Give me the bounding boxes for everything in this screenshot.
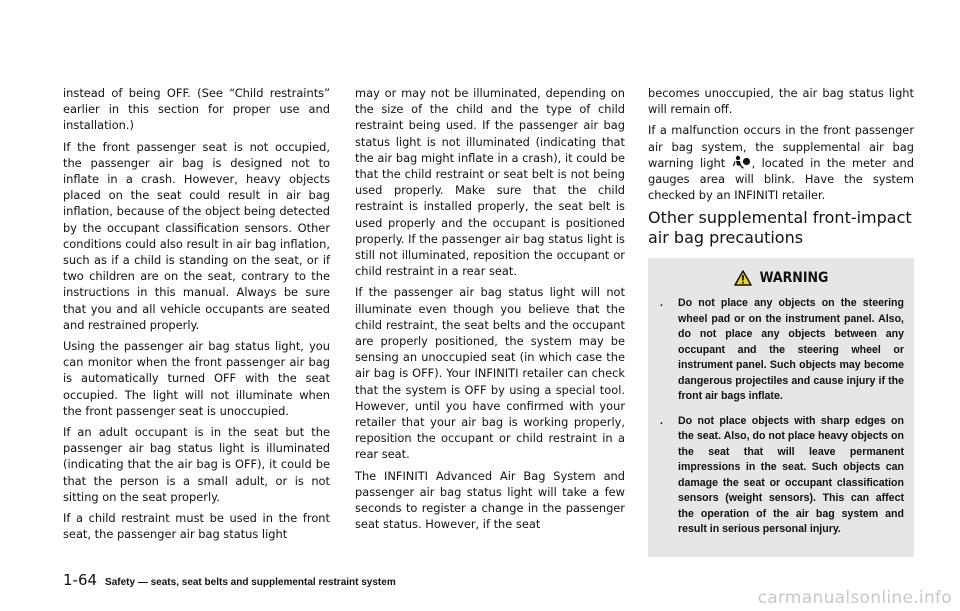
warning-box [648,258,914,557]
watermark: carmanualsonline.info [757,588,952,608]
warning-item-text: Do not place any objects on the steering wheel pad or on the instrument panel. Also, do not place any objects between any occupant and the steering wheel or instrument panel. Such objects may become dangerous projectiles and cause injury if the front air bags inflate. [678,297,904,403]
body-paragraph: may or may not be illuminated, depending on the size of the child and the type of child restraint being used. If the passenger air bag status light is not illuminated (indicating that the air bag might inflate in a crash), it could be that the child restraint or seat belt is not being used properly. Make sure that the child restraint is installed properly, the seat belt is used properly and the occupant is positioned properly. If the passenger air bag status light is still not illuminated, reposition the occupant or child restraint in a rear seat. [355,86,625,279]
body-paragraph: If the passenger air bag status light will not illuminate even though you believe that the child restraint, the seat belts and the occupant are properly positioned, the system may be sensing an unoccupied seat (in which case the air bag is OFF). Your INFINITI retailer can check that the system is OFF by using a special tool. However, until you have confirmed with your retailer that your air bag is working properly, reposition the occupant or child restraint in a rear seat. [355,285,625,462]
section-title: Safety — seats, seat belts and supplemental restraint system [105,577,396,588]
column-1 [63,85,330,547]
warning-list [658,296,904,538]
body-paragraph: Using the passenger air bag status light, you can monitor when the front passenger air bag is automatically turned OFF with the seat occupied. The light will not illuminate when the front passenger seat is unoccupied. [63,339,330,418]
body-paragraph: If the front passenger seat is not occupied, the passenger air bag is designed not to inflate in a crash. However, heavy objects placed on the seat could result in air bag inflation, because of the object being detected by the occupant classification sensors. Other conditions could also result in air bag inflation, such as if a child is standing on the seat, or if two children are on the seat, contrary to the instructions in this manual. Always be sure that you and all vehicle occupants are seated and restrained properly. [63,139,330,332]
body-paragraph: The INFINITI Advanced Air Bag System and passenger air bag status light will take a few seconds to register a change in the passenger seat status. However, if the seat [355,468,625,532]
bullet: . [660,297,663,310]
warning-item [658,414,904,538]
paragraph-text-before-icon: If a malfunction occurs in the front passenger air bag system, the supplemental air bag warning light [648,123,914,170]
airbag-warning-light-icon [732,155,752,169]
warning-item-text: Do not place objects with sharp edges on the seat. Also, do not place heavy objects on the seat that will leave permanent impressions in the seat. Such objects can damage the seat or occupant classification sensors (weight sensors). This can affect the operation of the air bag system and result in serious personal injury. [678,414,904,536]
column-2 [355,85,625,537]
body-paragraph: If an adult occupant is in the seat but the passenger air bag status light is illuminated (indicating that the air bag is OFF), it could be that the person is a small adult, or is not sitting on the seat properly. [63,425,330,504]
warning-item [658,296,904,405]
section-heading: Other supplemental front-impact air bag precautions [648,208,912,248]
body-paragraph: becomes unoccupied, the air bag status light will remain off. [648,86,914,117]
body-paragraph-warning-light [648,122,914,203]
paragraph-text-after-icon: , located in the meter and gauges area will blink. Have the system checked by an INFINITI retailer. [648,155,915,203]
warning-title: WARNING [759,270,829,287]
warning-header [658,270,904,286]
bullet: . [660,414,663,427]
column-3 [648,85,914,557]
body-paragraph: instead of being OFF. (See “Child restraints” earlier in this section for proper use and installation.) [63,86,330,133]
page-number: 1-64 [63,571,98,589]
body-paragraph: If a child restraint must be used in the front seat, the passenger air bag status light [63,511,330,542]
warning-triangle-icon [734,270,752,286]
page-footer [63,571,396,589]
